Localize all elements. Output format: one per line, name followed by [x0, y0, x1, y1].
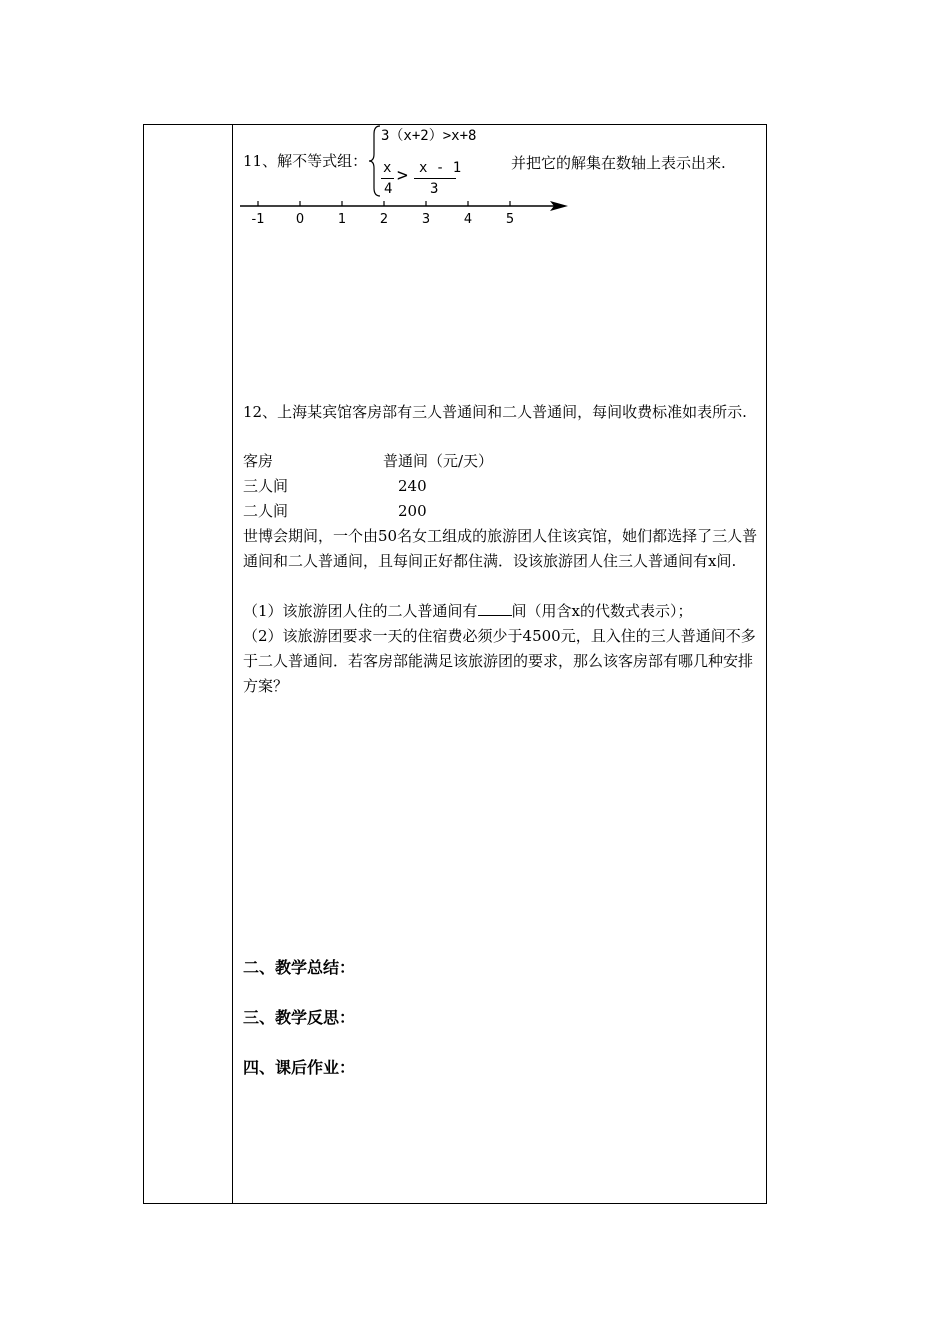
ineq2-right-denominator: 3: [430, 181, 439, 197]
q12-part1-text: （1）该旅游团人住的二人普通间有: [243, 602, 478, 620]
table-row-room: 三人间: [243, 477, 289, 495]
section-reflection: 三、教学反思：: [243, 1008, 356, 1027]
table-header-room: 客房: [243, 452, 274, 470]
ineq2-right-numerator: x - 1: [419, 160, 462, 176]
q12-intro: 12、上海某宾馆客房部有三人普通间和二人普通间，每间收费标准如表所示.: [243, 403, 747, 421]
column-divider: [232, 124, 233, 1204]
table-row-price: 200: [398, 502, 427, 520]
q12-part2: （2）该旅游团要求一天的住宿费必须少于4500元，且入住的三人普通间不多于二人普通间．若客房部能满足该旅游团的要求，那么该客房部有哪几种安排方案？: [243, 627, 756, 695]
q12-part1-suffix: 间（用含x的代数式表示）；: [511, 602, 693, 620]
system-brace: [368, 124, 382, 198]
inequality-1: 3（x+2）>x+8: [381, 128, 477, 144]
number-line-tick-label: 1: [337, 212, 347, 227]
ineq2-left-numerator: x: [383, 160, 392, 176]
ineq2-left-denominator: 4: [384, 181, 393, 197]
number-line-tick-label: 5: [505, 212, 515, 227]
ineq2-operator: >: [397, 165, 408, 186]
section-homework: 四、课后作业：: [243, 1058, 356, 1077]
q11-instruction: 并把它的解集在数轴上表示出来.: [511, 154, 726, 172]
table-row-room: 二人间: [243, 502, 289, 520]
q12-body: 世博会期间，一个由50名女工组成的旅游团人住该宾馆，她们都选择了三人普通间和二人普通间，且每间正好都住满．设该旅游团人住三人普通间有x间.: [243, 527, 758, 570]
number-line-tick-label: 0: [295, 212, 305, 227]
section-summary: 二、教学总结：: [243, 958, 356, 977]
number-line-tick-label: 4: [463, 212, 473, 227]
number-line-tick-label: 2: [379, 212, 389, 227]
answer-blank: [478, 601, 512, 616]
number-line-tick-label: 3: [421, 212, 431, 227]
q12-part1: [243, 599, 761, 624]
table-row-price: 240: [398, 477, 427, 495]
table-header-price: 普通间（元/天）: [383, 452, 494, 470]
number-line-tick-label: -1: [251, 212, 265, 227]
q11-label: 11、解不等式组：: [243, 152, 368, 170]
